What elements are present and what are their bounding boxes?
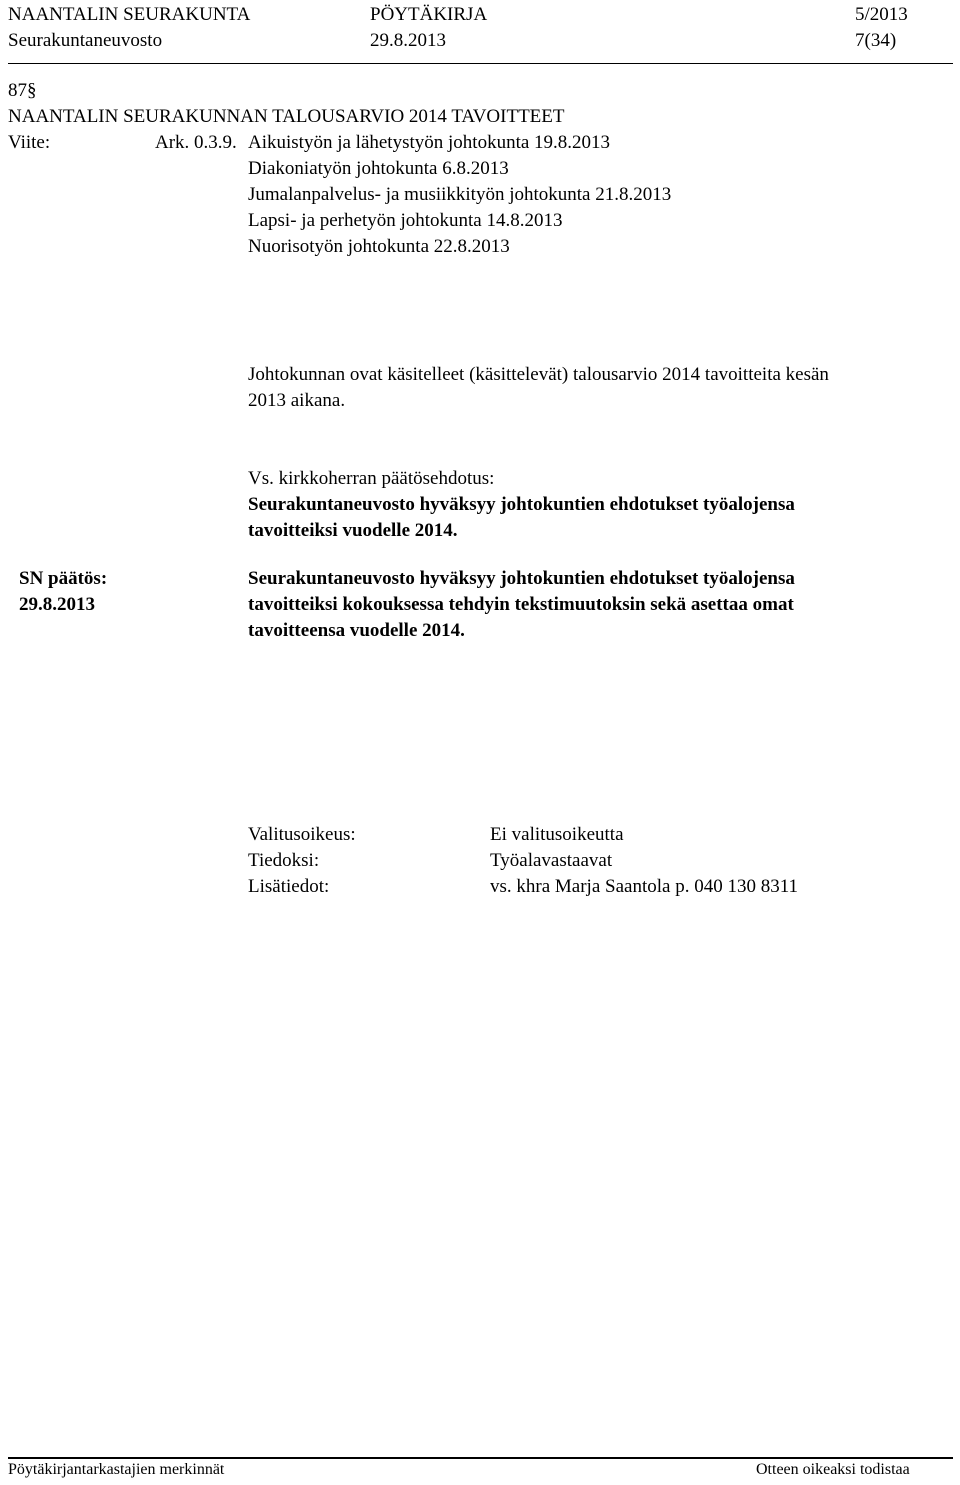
section-number: 87§ [8,80,37,101]
reference-item: Nuorisotyön johtokunta 22.8.2013 [248,236,510,257]
footer-left: Pöytäkirjantarkastajien merkinnät [8,1461,225,1478]
reference-attachment: Ark. 0.3.9. [155,132,237,153]
doc-number: 5/2013 [855,4,908,25]
page-number: 7(34) [855,30,897,51]
info-label: Tiedoksi: [248,850,320,871]
reference-label: Viite: [8,132,51,153]
proposal-label: Vs. kirkkoherran päätösehdotus: [248,468,495,489]
reference-item: Lapsi- ja perhetyön johtokunta 14.8.2013 [248,210,563,231]
header-rule [8,63,953,64]
intro-text-line2: 2013 aikana. [248,390,346,411]
section-symbol: § [27,80,37,101]
decision-text-line2: tavoitteiksi kokouksessa tehdyin tekstimuutoksin sekä asettaa omat [248,594,794,615]
meeting-body: Seurakuntaneuvosto [8,30,163,51]
footer-right: Otteen oikeaksi todistaa [756,1461,910,1478]
meeting-date: 29.8.2013 [370,30,446,51]
reference-item: Diakoniatyön johtokunta 6.8.2013 [248,158,509,179]
decision-date: 29.8.2013 [19,594,95,615]
decision-label: SN päätös: [19,568,108,589]
proposal-text-line2: tavoitteiksi vuodelle 2014. [248,520,458,541]
org-name: NAANTALIN SEURAKUNTA [8,4,251,25]
info-label: Valitusoikeus: [248,824,356,845]
proposal-text-line1: Seurakuntaneuvosto hyväksyy johtokuntien ehdotukset työalojensa [248,494,795,515]
info-value: Työalavastaavat [490,850,613,871]
info-label: Lisätiedot: [248,876,330,897]
info-value: Ei valitusoikeutta [490,824,624,845]
section-title: NAANTALIN SEURAKUNNAN TALOUSARVIO 2014 TAVOITTEET [8,106,565,127]
decision-text-line3: tavoitteensa vuodelle 2014. [248,620,465,641]
info-value: vs. khra Marja Saantola p. 040 130 8311 [490,876,798,897]
reference-item: Jumalanpalvelus- ja musiikkityön johtokunta 21.8.2013 [248,184,672,205]
decision-text-line1: Seurakuntaneuvosto hyväksyy johtokuntien ehdotukset työalojensa [248,568,795,589]
reference-item: Aikuistyön ja lähetystyön johtokunta 19.8.2013 [248,132,611,153]
intro-text-line1: Johtokunnan ovat käsitelleet (käsittelevät) talousarvio 2014 tavoitteita kesän [248,364,829,385]
doc-type: PÖYTÄKIRJA [370,4,488,25]
